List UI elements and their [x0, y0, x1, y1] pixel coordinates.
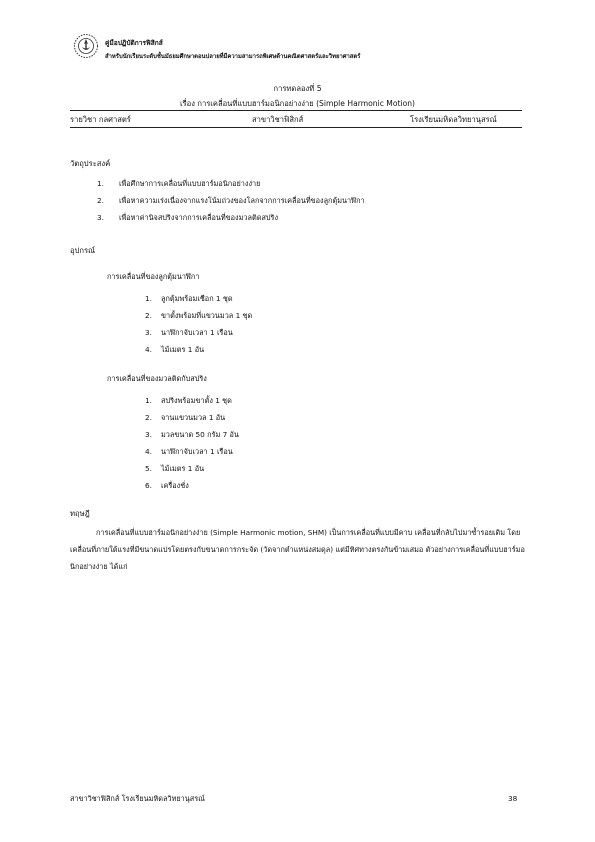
item-text: จานแขวนมวล 1 อัน: [161, 413, 226, 422]
item-text: มวลขนาด 50 กรัม 7 อัน: [161, 430, 239, 439]
item-number: 1.: [145, 396, 152, 405]
item-text: เพื่อหาค่านิจสปริงจากการเคลื่อนที่ของมวลติดสปริง: [119, 213, 279, 222]
list-item: [145, 294, 233, 305]
item-text: ไม้เมตร 1 อัน: [161, 464, 205, 473]
item-number: 1.: [97, 179, 104, 188]
equipment-group-title: การเคลื่อนที่ของมวลติดกับสปริง: [107, 374, 207, 383]
item-text: นาฬิกาจับเวลา 1 เรือน: [161, 328, 233, 337]
item-number: 1.: [145, 294, 152, 303]
theory-heading: ทฤษฎี: [70, 509, 90, 518]
list-item: [145, 345, 204, 356]
manual-subtitle: สำหรับนักเรียนระดับชั้นมัธยมศึกษาตอนปลายที่มีความสามารถพิเศษด้านคณิตศาสตร์และวิทยาศาสตร์: [105, 54, 361, 60]
item-text: เครื่องชั่ง: [161, 481, 189, 490]
theory-text: การเคลื่อนที่แบบฮาร์มอนิกอย่างง่าย (Simple Harmonic motion, SHM) เป็นการเคลื่อนที่แบบมีคาบ เคลื่อนที่กลับไปมาซ้ำรอยเดิม โดยเคลื่อนที่ภายใต้แรงที่มีขนาดแปรโดยตรงกับขนาดการกระจัด (วัดจากตำแหน่งสมดุล) แต่มีทิศทางตรงกันข้ามเสมอ ตัวอย่างการเคลื่อนที่แบบฮาร์มอนิกอย่างง่าย ได้แก่: [70, 528, 525, 571]
list-item: [145, 447, 233, 458]
list-item: [145, 328, 233, 339]
item-text: เพื่อศึกษาการเคลื่อนที่แบบฮาร์มอนิกอย่างง่าย: [119, 179, 261, 188]
school-name: โรงเรียนมหิดลวิทยานุสรณ์: [410, 115, 497, 124]
item-text: เพื่อหาความเร่งเนื่องจากแรงโน้มถ่วงของโลกจากการเคลื่อนที่ของลูกตุ้มนาฬิกา: [119, 196, 365, 205]
item-number: 2.: [97, 196, 104, 205]
experiment-number: การทดลองที่ 5: [273, 84, 322, 93]
item-number: 2.: [145, 311, 152, 320]
list-item: [145, 396, 232, 407]
list-item: [145, 413, 225, 424]
department-name: สาขาวิชาฟิสิกส์: [252, 115, 304, 124]
objectives-heading: วัตถุประสงค์: [70, 159, 111, 168]
item-number: 3.: [97, 213, 104, 222]
item-number: 3.: [145, 430, 152, 439]
item-number: 2.: [145, 413, 152, 422]
bottom-divider: [70, 127, 522, 128]
experiment-topic: เรื่อง การเคลื่อนที่แบบฮาร์มอนิกอย่างง่าย (Simple Harmonic Motion): [180, 99, 415, 108]
page-number: 38: [508, 794, 518, 803]
list-item: [97, 196, 365, 207]
list-item: [145, 481, 189, 492]
item-number: 6.: [145, 481, 152, 490]
equipment-group-title: การเคลื่อนที่ของลูกตุ้มนาฬิกา: [107, 272, 200, 281]
item-number: 4.: [145, 345, 152, 354]
footer-text: สาขาวิชาฟิสิกส์ โรงเรียนมหิดลวิทยานุสรณ์: [70, 794, 205, 803]
school-emblem-icon: [73, 33, 99, 59]
item-text: นาฬิกาจับเวลา 1 เรือน: [161, 447, 233, 456]
equipment-heading: อุปกรณ์: [70, 246, 96, 255]
course-name: รายวิชา กลศาสตร์: [70, 115, 131, 124]
list-item: [97, 179, 260, 190]
item-number: 3.: [145, 328, 152, 337]
theory-paragraph: [70, 524, 526, 575]
list-item: [145, 430, 239, 441]
manual-title: คู่มือปฏิบัติการฟิสิกส์: [105, 39, 163, 47]
item-number: 5.: [145, 464, 152, 473]
item-text: สปริงพร้อมขาตั้ง 1 ชุด: [161, 396, 232, 405]
list-item: [97, 213, 278, 224]
list-item: [145, 464, 204, 475]
item-text: ขาตั้งพร้อมที่แขวนมวล 1 ชุด: [161, 311, 253, 320]
list-item: [145, 311, 252, 322]
item-text: ไม้เมตร 1 อัน: [161, 345, 205, 354]
top-divider: [70, 110, 522, 111]
item-number: 4.: [145, 447, 152, 456]
item-text: ลูกตุ้มพร้อมเชือก 1 ชุด: [161, 294, 233, 303]
